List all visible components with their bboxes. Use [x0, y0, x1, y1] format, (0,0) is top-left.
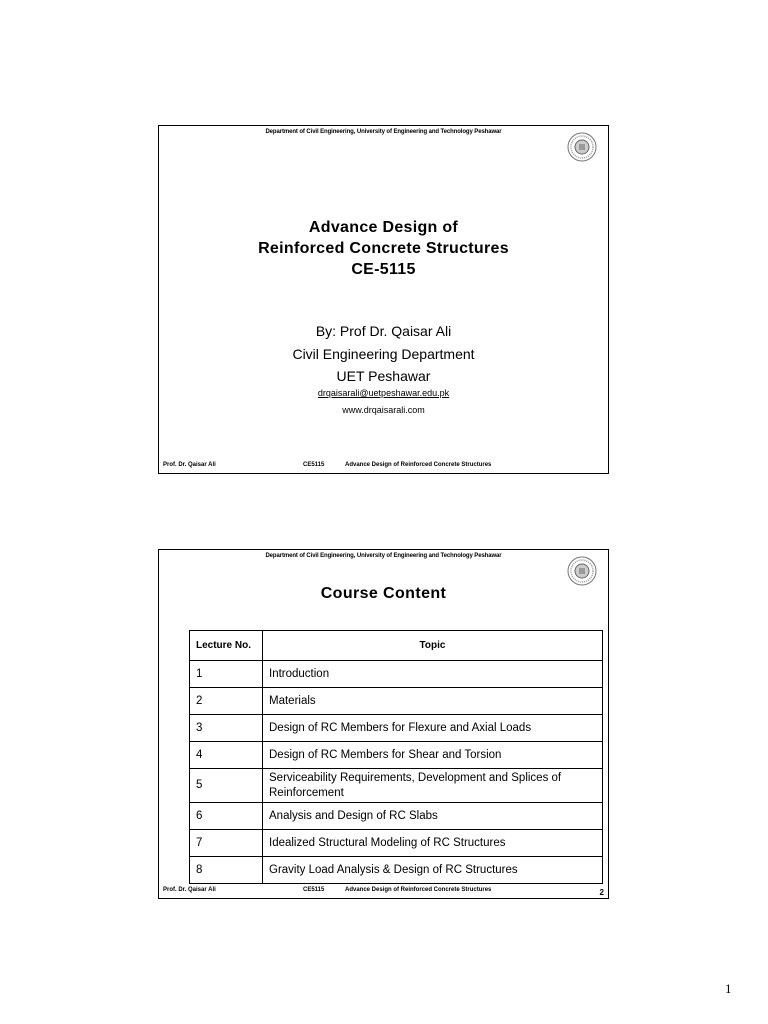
header-lecture-no: Lecture No.	[190, 631, 263, 661]
lecture-number: 2	[190, 688, 263, 715]
page-number: 1	[725, 981, 732, 996]
title-line-1: Advance Design of	[308, 219, 459, 236]
footer-course-title: Advance Design of Reinforced Concrete Structures	[345, 887, 492, 893]
header-topic: Topic	[263, 631, 603, 661]
slide-footer	[163, 462, 604, 471]
title-line-3: CE-5115	[351, 261, 416, 278]
table-row	[190, 715, 603, 742]
course-title	[159, 217, 608, 280]
table-row	[190, 830, 603, 857]
table-row	[190, 688, 603, 715]
lecture-topic: Materials	[263, 688, 603, 715]
lecture-topic: Serviceability Requirements, Development and Splices of Reinforcement	[263, 769, 603, 803]
slide-footer	[163, 887, 604, 896]
footer-course-code: CE5115	[303, 887, 325, 893]
table-row	[190, 769, 603, 803]
lecture-number: 1	[190, 661, 263, 688]
lecture-number: 6	[190, 803, 263, 830]
title-line-2: Reinforced Concrete Structures	[258, 240, 509, 257]
footer-author: Prof. Dr. Qaisar Ali	[163, 887, 216, 893]
slide-page-number: 2	[599, 888, 604, 897]
lecture-topic: Introduction	[263, 661, 603, 688]
by-line: By: Prof Dr. Qaisar Ali	[315, 323, 452, 339]
lecture-number: 4	[190, 742, 263, 769]
lecture-number: 8	[190, 857, 263, 884]
website-link[interactable]: www.drqaisarali.com	[342, 405, 425, 415]
university-line: UET Peshawar	[336, 368, 431, 384]
lecture-topic: Design of RC Members for Flexure and Axial Loads	[263, 715, 603, 742]
table-row	[190, 857, 603, 884]
department-line: Civil Engineering Department	[292, 345, 475, 362]
lecture-topic: Gravity Load Analysis & Design of RC Structures	[263, 857, 603, 884]
department-header: Department of Civil Engineering, University of Engineering and Technology Peshawar	[265, 553, 502, 559]
lecture-topic: Design of RC Members for Shear and Torsion	[263, 742, 603, 769]
lecture-topic: Analysis and Design of RC Slabs	[263, 803, 603, 830]
table-row	[190, 742, 603, 769]
course-content-table	[189, 630, 603, 884]
table-row	[190, 661, 603, 688]
footer-course-title: Advance Design of Reinforced Concrete Structures	[345, 462, 492, 468]
university-seal-icon	[567, 132, 597, 162]
lecture-number: 7	[190, 830, 263, 857]
course-content-title: Course Content	[320, 585, 447, 602]
lecture-topic: Idealized Structural Modeling of RC Structures	[263, 830, 603, 857]
email-link[interactable]: drqaisarali@uetpeshawar.edu.pk	[317, 388, 450, 398]
department-header: Department of Civil Engineering, University of Engineering and Technology Peshawar	[265, 129, 502, 135]
footer-course-code: CE5115	[303, 462, 325, 468]
slide-2	[158, 549, 609, 899]
author-info	[159, 320, 608, 388]
slide-1	[158, 125, 609, 474]
university-seal-icon	[567, 556, 597, 586]
table-row	[190, 803, 603, 830]
footer-author: Prof. Dr. Qaisar Ali	[163, 462, 216, 468]
lecture-number: 5	[190, 769, 263, 803]
lecture-number: 3	[190, 715, 263, 742]
